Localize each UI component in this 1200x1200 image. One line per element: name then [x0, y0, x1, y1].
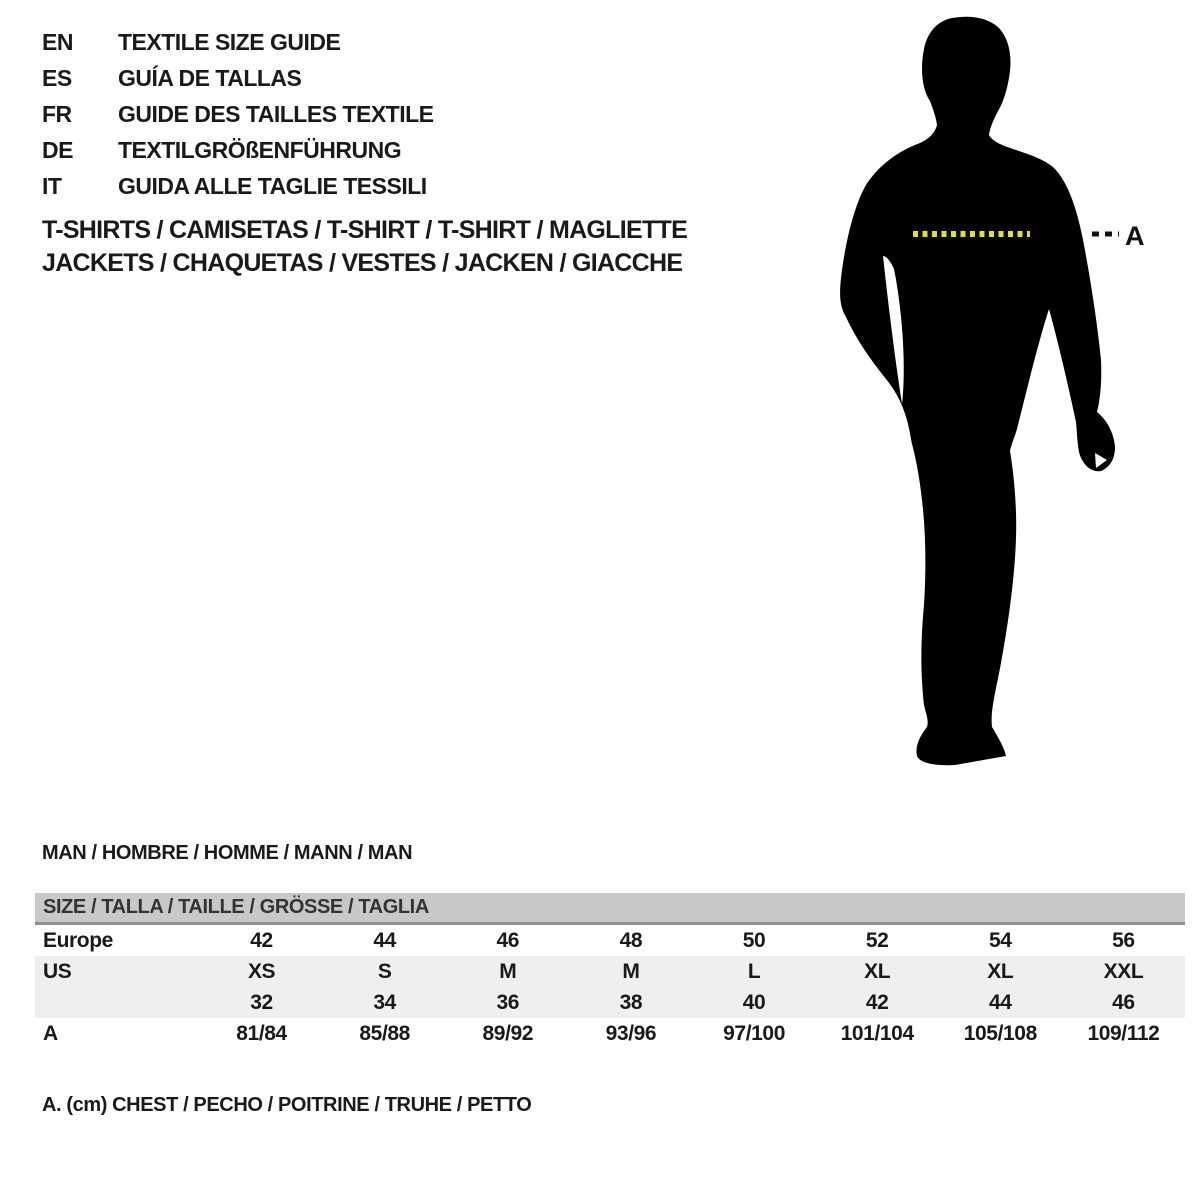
table-row-chest-a	[35, 1018, 1185, 1049]
table-cell: 36	[496, 991, 520, 1014]
lang-code: EN	[42, 29, 73, 55]
lang-code: ES	[42, 65, 72, 91]
table-cell: 40	[742, 991, 766, 1014]
table-cell: 44	[373, 929, 396, 952]
table-cell: 89/92	[482, 1022, 534, 1045]
man-silhouette	[840, 17, 1115, 765]
measurement-footnote: A. (cm) CHEST / PECHO / POITRINE / TRUHE / PETTO	[42, 1094, 532, 1116]
table-cell: 81/84	[236, 1022, 287, 1045]
table-cell: 38	[619, 991, 643, 1014]
lang-code: DE	[42, 137, 73, 163]
category-line-jackets: JACKETS / CHAQUETAS / VESTES / JACKEN / GIACCHE	[42, 249, 683, 277]
table-cell: 50	[742, 929, 766, 952]
table-cell: 109/112	[1087, 1022, 1160, 1045]
table-cell: 46	[1112, 991, 1135, 1014]
lang-row-it	[42, 168, 434, 204]
table-row-us	[35, 956, 1185, 987]
lang-code: FR	[42, 101, 72, 127]
table-cell: 97/100	[723, 1022, 785, 1045]
category-line-tshirts: T-SHIRTS / CAMISETAS / T-SHIRT / T-SHIRT / MAGLIETTE	[42, 216, 688, 244]
lang-row-de	[42, 132, 434, 168]
table-cell: 105/108	[963, 1022, 1037, 1045]
table-cell: 42	[250, 929, 273, 952]
table-cell: 46	[496, 929, 520, 952]
section-heading-man: MAN / HOMBRE / HOMME / MANN / MAN	[42, 842, 413, 864]
table-row-numeric	[35, 987, 1185, 1018]
garment-categories	[42, 214, 687, 280]
size-table-header: SIZE / TALLA / TAILLE / GRÖSSE / TAGLIA	[35, 893, 1185, 925]
row-label	[35, 987, 200, 1018]
table-cell: 101/104	[840, 1022, 914, 1045]
lang-title: TEXTILE SIZE GUIDE	[118, 29, 341, 55]
lang-title: GUIDE DES TAILLES TEXTILE	[118, 101, 434, 127]
lang-title: GUÍA DE TALLAS	[118, 65, 302, 91]
table-cell: 48	[619, 929, 643, 952]
language-title-list	[42, 24, 434, 204]
size-table	[35, 893, 1185, 1049]
lang-row-en	[42, 24, 434, 60]
table-cell: 44	[989, 991, 1012, 1014]
measurement-figure	[820, 8, 1150, 778]
row-label: Europe	[43, 929, 113, 952]
row-label: US	[43, 960, 72, 983]
table-cell: XL	[864, 960, 891, 983]
lang-title: GUIDA ALLE TAGLIE TESSILI	[118, 173, 427, 199]
table-cell: XXL	[1103, 960, 1144, 983]
measurement-label-a: A	[1125, 221, 1145, 251]
lang-title: TEXTILGRÖßENFÜHRUNG	[118, 137, 402, 163]
table-cell: 52	[865, 929, 889, 952]
table-cell: XS	[247, 960, 276, 983]
table-cell: L	[747, 960, 761, 983]
table-cell: M	[622, 960, 640, 983]
table-cell: 32	[250, 991, 273, 1014]
table-cell: 42	[865, 991, 889, 1014]
lang-row-es	[42, 60, 434, 96]
table-cell: S	[377, 960, 392, 983]
table-cell: 54	[989, 929, 1012, 952]
table-cell: 56	[1112, 929, 1135, 952]
lang-row-fr	[42, 96, 434, 132]
table-cell: XL	[987, 960, 1014, 983]
row-label: A	[43, 1022, 58, 1045]
lang-code: IT	[42, 173, 62, 199]
table-cell: 93/96	[605, 1022, 657, 1045]
table-cell: M	[499, 960, 517, 983]
table-cell: 34	[373, 991, 396, 1014]
table-cell: 85/88	[359, 1022, 410, 1045]
table-row-europe	[35, 925, 1185, 956]
